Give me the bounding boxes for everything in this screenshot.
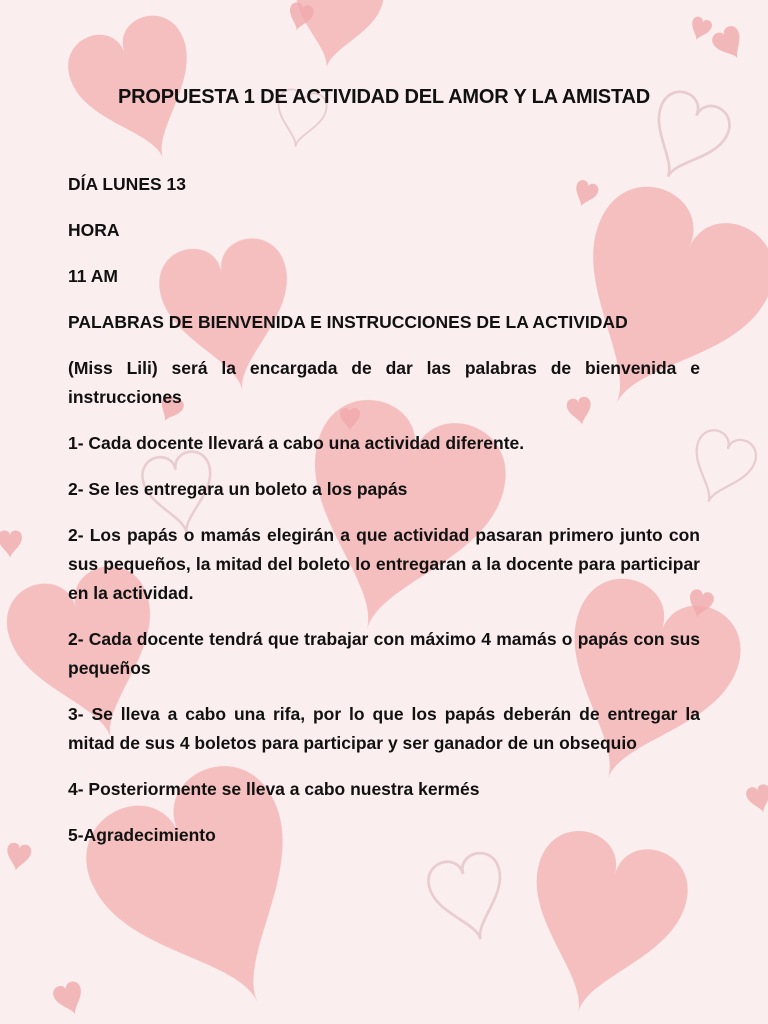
paragraph-step: 1- Cada docente llevará a cabo una actividad diferente. — [68, 433, 525, 453]
paragraph-step: 2- Se les entregara un boleto a los papás — [68, 479, 408, 499]
paragraph-step: 2- Los papás o mamás elegirán a que actividad pasaran primero junto con sus pequeños, la mitad del boleto lo entregaran a la docente para participar en la actividad. — [68, 525, 700, 603]
paragraph-step: 4- Posteriormente se lleva a cabo nuestra kermés — [68, 779, 480, 799]
paragraph-day: DÍA LUNES 13 — [68, 174, 186, 194]
paragraph-step: 5-Agradecimiento — [68, 825, 216, 845]
document-body — [68, 170, 700, 867]
paragraph-hour: 11 AM — [68, 266, 118, 286]
paragraph-step: 3- Se lleva a cabo una rifa, por lo que los papás deberán de entregar la mitad de sus 4 boletos para participar y ser ganador de un obsequio — [68, 704, 700, 753]
paragraph-step: 2- Cada docente tendrá que trabajar con máximo 4 mamás o papás con sus pequeños — [68, 629, 700, 678]
paragraph-hour-label: HORA — [68, 220, 120, 240]
document-title: PROPUESTA 1 DE ACTIVIDAD DEL AMOR Y LA AMISTAD — [118, 86, 650, 108]
paragraph-intro: (Miss Lili) será la encargada de dar las palabras de bienvenida e instrucciones — [68, 358, 700, 407]
paragraph-section-heading: PALABRAS DE BIENVENIDA E INSTRUCCIONES DE LA ACTIVIDAD — [68, 312, 628, 332]
